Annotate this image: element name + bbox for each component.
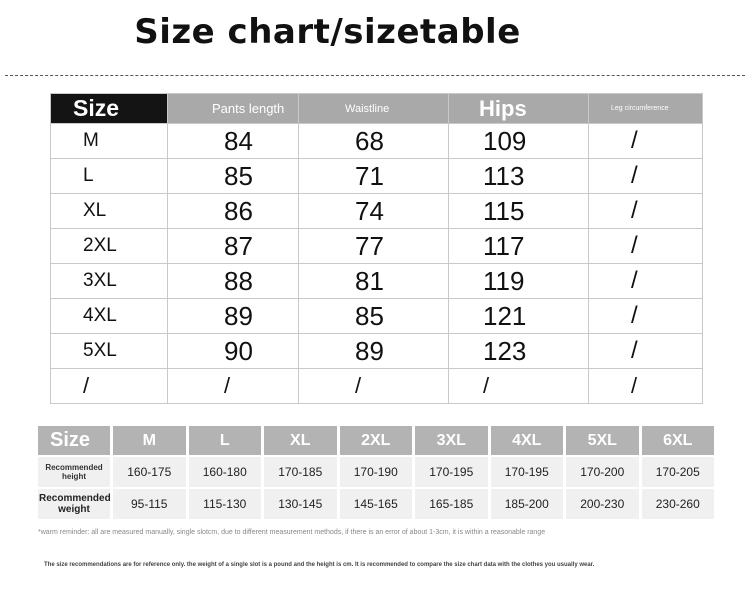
rec-header-size-2xl: 2XL [340, 426, 413, 455]
height-cell: 170-195 [491, 457, 564, 487]
hips-cell: 109 [449, 124, 589, 159]
size-cell: 2XL [51, 229, 168, 264]
waistline-cell: 74 [299, 194, 449, 229]
weight-cell: 145-165 [340, 489, 413, 519]
pants-length-cell: 84 [168, 124, 299, 159]
dashed-divider [5, 75, 745, 76]
height-cell: 170-195 [415, 457, 488, 487]
size-cell: M [51, 124, 168, 159]
leg-circumference-cell: / [589, 194, 703, 229]
hips-cell: / [449, 369, 589, 404]
waistline-cell: 85 [299, 299, 449, 334]
waistline-cell: / [299, 369, 449, 404]
pants-length-cell: 85 [168, 159, 299, 194]
size-cell: 5XL [51, 334, 168, 369]
recommended-weight-row [38, 489, 714, 519]
hips-cell: 113 [449, 159, 589, 194]
size-recommendation-table [35, 424, 717, 521]
pants-length-cell: 87 [168, 229, 299, 264]
warm-reminder: *warm reminder: all are measured manually, single slotcm, due to different measurement methods, if there is an error of about 1-3cm, it is within a reasonable range [38, 529, 546, 536]
size-cell: 3XL [51, 264, 168, 299]
rec-header-size-3xl: 3XL [415, 426, 488, 455]
leg-circumference-cell: / [589, 299, 703, 334]
table-row [51, 229, 703, 264]
weight-cell: 165-185 [415, 489, 488, 519]
weight-cell: 130-145 [264, 489, 337, 519]
height-cell: 170-190 [340, 457, 413, 487]
rec-header-size-6xl: 6XL [642, 426, 715, 455]
size-cell: L [51, 159, 168, 194]
size-chart-table [50, 93, 703, 404]
leg-circumference-cell: / [589, 264, 703, 299]
rec-header-size-4xl: 4XL [491, 426, 564, 455]
weight-cell: 230-260 [642, 489, 715, 519]
recommended-height-row [38, 457, 714, 487]
hips-cell: 115 [449, 194, 589, 229]
leg-circumference-cell: / [589, 229, 703, 264]
header-leg-circumference: Leg circumference [589, 94, 703, 124]
weight-cell: 185-200 [491, 489, 564, 519]
leg-circumference-cell: / [589, 124, 703, 159]
size-cell: / [51, 369, 168, 404]
waistline-cell: 81 [299, 264, 449, 299]
table-row [51, 299, 703, 334]
header-size: Size [51, 94, 168, 124]
recommended-weight-label: Recommended weight [38, 489, 110, 519]
table-row [51, 194, 703, 229]
hips-cell: 123 [449, 334, 589, 369]
table-row [51, 369, 703, 404]
leg-circumference-cell: / [589, 334, 703, 369]
pants-length-cell: 90 [168, 334, 299, 369]
pants-length-cell: / [168, 369, 299, 404]
table-row [51, 334, 703, 369]
footer-note: The size recommendations are for reference only. the weight of a single slot is a pound and the height is cm. It is recommended to compare the size chart data with the clothes you usually wear. [44, 562, 595, 568]
leg-circumference-cell: / [589, 369, 703, 404]
hips-cell: 117 [449, 229, 589, 264]
waistline-cell: 89 [299, 334, 449, 369]
size-cell: XL [51, 194, 168, 229]
rec-header-size-xl: XL [264, 426, 337, 455]
height-cell: 170-200 [566, 457, 639, 487]
page-title: Size chart/sizetable [134, 12, 521, 52]
pants-length-cell: 89 [168, 299, 299, 334]
pants-length-cell: 86 [168, 194, 299, 229]
recommended-height-label: Recommended height [38, 457, 110, 487]
rec-header-size-5xl: 5XL [566, 426, 639, 455]
weight-cell: 115-130 [189, 489, 262, 519]
waistline-cell: 68 [299, 124, 449, 159]
leg-circumference-cell: / [589, 159, 703, 194]
size-cell: 4XL [51, 299, 168, 334]
hips-cell: 119 [449, 264, 589, 299]
waistline-cell: 77 [299, 229, 449, 264]
weight-cell: 200-230 [566, 489, 639, 519]
size-chart-header-row [51, 94, 703, 124]
weight-cell: 95-115 [113, 489, 186, 519]
table-row [51, 264, 703, 299]
hips-cell: 121 [449, 299, 589, 334]
rec-header-size-m: M [113, 426, 186, 455]
pants-length-cell: 88 [168, 264, 299, 299]
height-cell: 170-205 [642, 457, 715, 487]
height-cell: 170-185 [264, 457, 337, 487]
height-cell: 160-180 [189, 457, 262, 487]
rec-header-size-l: L [189, 426, 262, 455]
table-row [51, 159, 703, 194]
header-pants-length: Pants length [168, 94, 299, 124]
recommendation-header-row [38, 426, 714, 455]
rec-header-size: Size [38, 426, 110, 455]
height-cell: 160-175 [113, 457, 186, 487]
waistline-cell: 71 [299, 159, 449, 194]
header-waistline: Waistline [299, 94, 449, 124]
table-row [51, 124, 703, 159]
header-hips: Hips [449, 94, 589, 124]
